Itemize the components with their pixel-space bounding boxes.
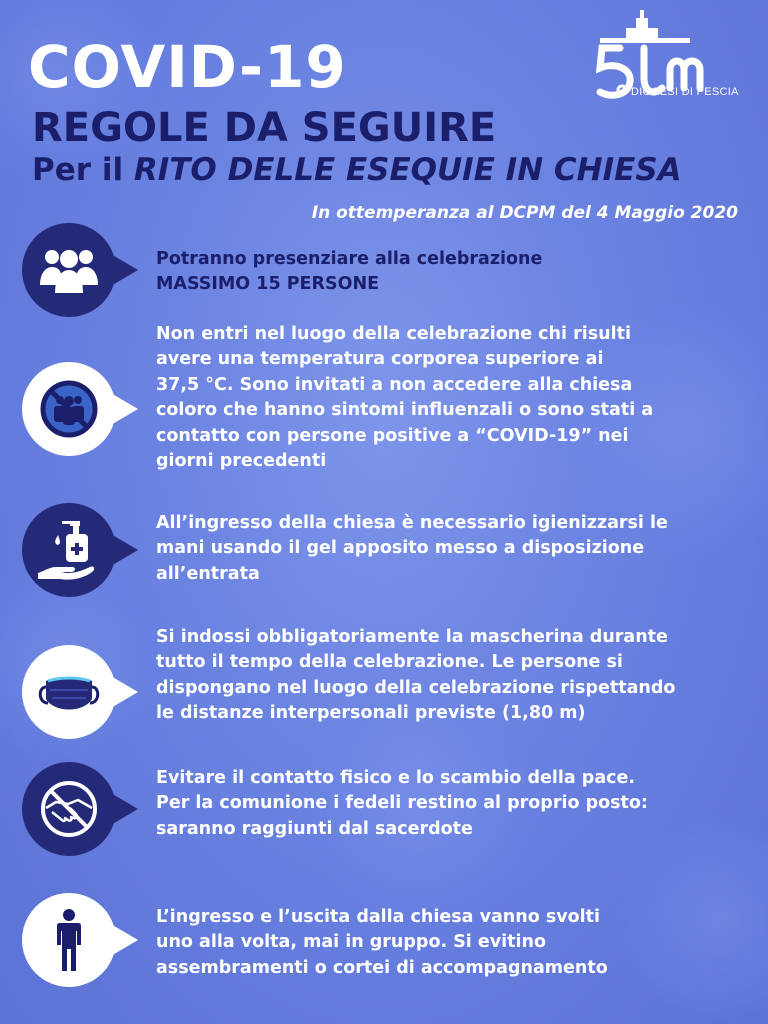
no-handshake-icon bbox=[34, 774, 104, 844]
rule-text: Evitare il contatto fisico e lo scambio della pace. Per la comunione i fedeli restino al proprio posto: saranno raggiunti dal sacerdote bbox=[156, 768, 648, 839]
rule-text: Non entri nel luogo della celebrazione chi risulti avere una temperatura corporea superiore ai 37,5 °C. Sono invitati a non accedere alla chiesa coloro che hanno sintomi influenzali o sono stati a contatto con persone positive a “COVID-19” nei giorni precedenti bbox=[156, 324, 654, 471]
rule-badge bbox=[22, 503, 116, 597]
logo-text: DIOCESI DI PESCIA bbox=[631, 86, 739, 98]
people-group-icon bbox=[34, 235, 104, 305]
rite-prefix: Per il bbox=[32, 152, 124, 188]
rule-text: Potranno presenziare alla celebrazione MASSIMO 15 PERSONE bbox=[156, 249, 543, 295]
decree-reference: In ottemperanza al DCPM del 4 Maggio 2020 bbox=[311, 203, 738, 223]
rule-text: All’ingresso della chiesa è necessario igienizzarsi le mani usando il gel apposito messo a disposizione all’entrata bbox=[156, 513, 668, 584]
rite-name: RITO DELLE ESEQUIE IN CHIESA bbox=[133, 152, 682, 188]
rule-text: Si indossi obbligatoriamente la mascherina durante tutto il tempo della celebrazione. Le persone si dispongano nel luogo della celebrazione rispettando le distanze interpersonali previste (1,80 m) bbox=[156, 627, 676, 724]
no-gathering-icon bbox=[34, 374, 104, 444]
face-mask-icon bbox=[34, 657, 104, 727]
hand-sanitizer-icon bbox=[34, 515, 104, 585]
single-person-icon bbox=[34, 905, 104, 975]
rule-text: L’ingresso e l’uscita dalla chiesa vanno svolti uno alla volta, mai in gruppo. Si evitino assembramenti o cortei di accompagnamento bbox=[156, 907, 608, 978]
rule-badge bbox=[22, 762, 116, 856]
page-title: COVID-19 bbox=[28, 33, 347, 101]
rite-subtitle bbox=[32, 152, 682, 188]
page-heading: REGOLE DA SEGUIRE bbox=[32, 105, 497, 151]
rule-badge bbox=[22, 223, 116, 317]
rule-badge bbox=[22, 645, 116, 739]
rule-badge bbox=[22, 893, 116, 987]
rule-badge bbox=[22, 362, 116, 456]
